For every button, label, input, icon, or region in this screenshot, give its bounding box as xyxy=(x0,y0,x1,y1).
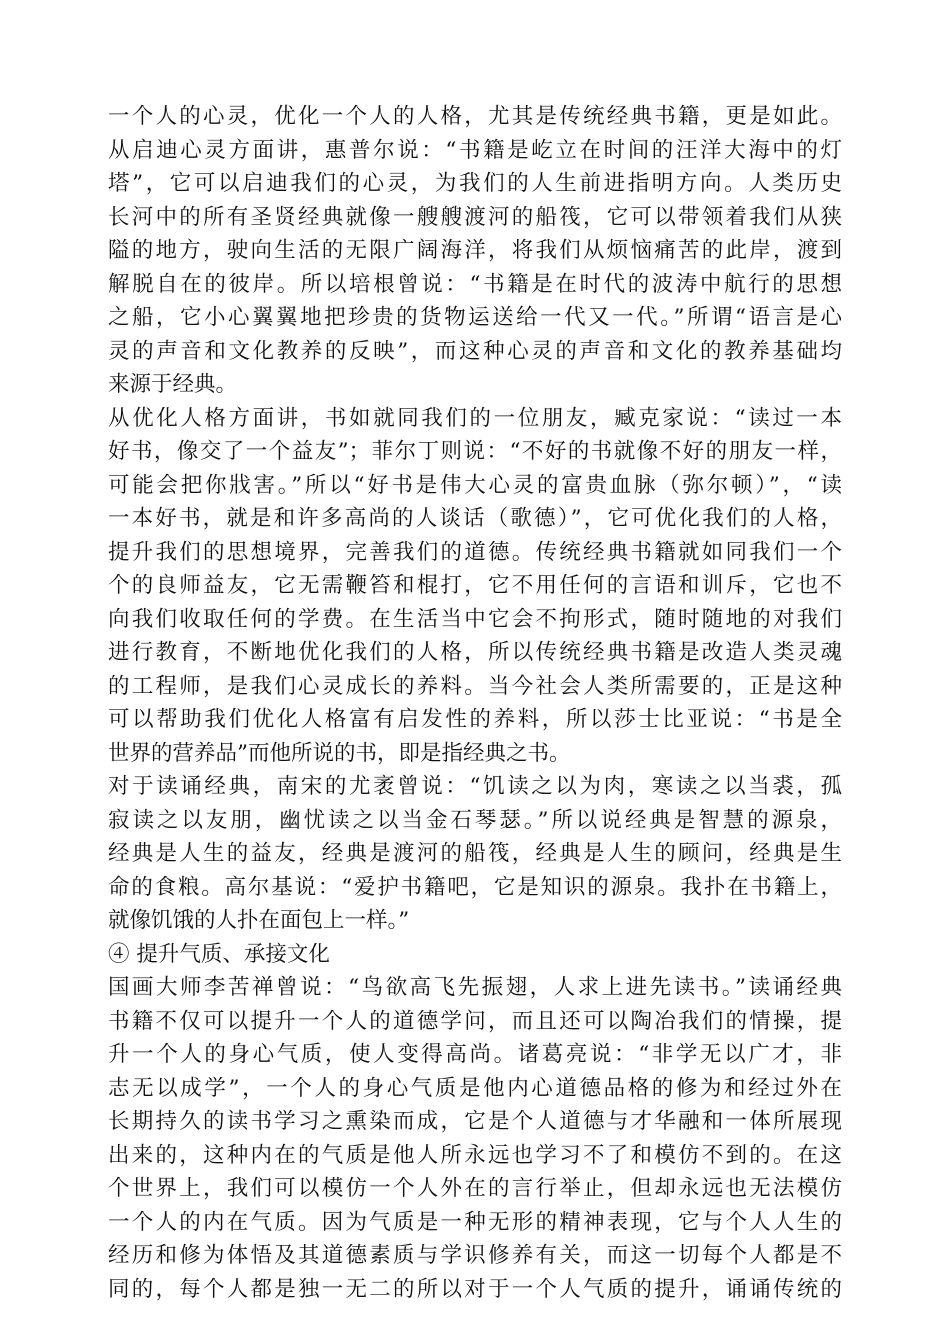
text-line: 寂读之以友朋，幽忧读之以当金石琴瑟。”所以说经典是智慧的源泉， xyxy=(108,807,842,833)
text-line: 解脱自在的彼岸。所以培根曾说：“书籍是在时代的波涛中航行的思想 xyxy=(108,271,842,297)
text-line: 志无以成学”，一个人的身心气质是他内心道德品格的修为和经过外在 xyxy=(108,1075,842,1101)
text-line: 可以帮助我们优化人格富有启发性的养料，所以莎士比亚说：“书是全 xyxy=(108,707,842,732)
text-line: 好书，像交了一个益友”；菲尔丁则说：“不好的书就像不好的朋友一样， xyxy=(108,439,842,464)
text-line: 经典是人生的益友，经典是渡河的船筏，经典是人生的顾问，经典是生 xyxy=(108,841,842,866)
text-line: 个的良师益友，它无需鞭笞和棍打，它不用任何的言语和训斥，它也不 xyxy=(108,573,842,598)
section-heading: ④ 提升气质、承接文化 xyxy=(108,941,330,967)
text-line: 灵的声音和文化教养的反映”，而这种心灵的声音和文化的教养基础均 xyxy=(108,338,842,364)
text-line: 之船，它小心翼翼地把珍贵的货物运送给一代又一代。”所谓“语言是心 xyxy=(108,305,842,330)
text-line: 从启迪心灵方面讲，惠普尔说：“书籍是屹立在时间的汪洋大海中的灯 xyxy=(108,137,842,163)
text-line: 长河中的所有圣贤经典就像一艘艘渡河的船筏，它可以带领着我们从狭 xyxy=(108,204,842,230)
text-line: 一个人的心灵，优化一个人的人格，尤其是传统经典书籍，更是如此。 xyxy=(108,104,842,129)
text-line: 同的，每个人都是独一无二的所以对于一个人气质的提升，诵诵传统的 xyxy=(108,1276,842,1302)
text-line: 国画大师李苦禅曾说：“鸟欲高飞先振翅，人求上进先读书。”读诵经典 xyxy=(108,975,842,1000)
text-line: 一个人的内在气质。因为气质是一种无形的精神表现，它与个人人生的 xyxy=(108,1209,842,1235)
text-line: 塔”，它可以启迪我们的心灵，为我们的人生前进指明方向。人类历史 xyxy=(108,171,842,196)
text-line: 个世界上，我们可以模仿一个人外在的言行举止，但却永远也无法模仿 xyxy=(108,1176,842,1201)
text-line: 可能会把你戕害。”所以“好书是伟大心灵的富贵血脉（弥尔顿）”，“读 xyxy=(108,472,842,498)
document-body xyxy=(108,100,842,1306)
text-line: 世界的营养品”而他所说的书，即是指经典之书。 xyxy=(108,740,571,766)
text-line: 长期持久的读书学习之熏染而成，它是个人道德与才华融和一体所展现 xyxy=(108,1109,842,1134)
text-line: 隘的地方，驶向生活的无限广阔海洋，将我们从烦恼痛苦的此岸，渡到 xyxy=(108,238,842,263)
text-line: 书籍不仅可以提升一个人的道德学问，而且还可以陶冶我们的情操，提 xyxy=(108,1008,842,1034)
text-line: 向我们收取任何的学费。在生活当中它会不拘形式，随时随地的对我们 xyxy=(108,606,842,632)
text-line: 命的食粮。高尔基说：“爱护书籍吧，它是知识的源泉。我扑在书籍上， xyxy=(108,874,842,900)
text-line: 经历和修为体悟及其道德素质与学识修养有关，而这一切每个人都是不 xyxy=(108,1243,842,1268)
text-line: 进行教育，不断地优化我们的人格，所以传统经典书籍是改造人类灵魂 xyxy=(108,640,842,665)
text-line: 对于读诵经典，南宋的尤袤曾说：“饥读之以为肉，寒读之以当裘，孤 xyxy=(108,774,842,799)
text-line: 就像饥饿的人扑在面包上一样。” xyxy=(108,908,410,933)
text-line: 从优化人格方面讲，书如就同我们的一位朋友，臧克家说：“读过一本 xyxy=(108,405,842,431)
text-line: 来源于经典。 xyxy=(108,372,238,397)
text-line: 提升我们的思想境界，完善我们的道德。传统经典书籍就如同我们一个 xyxy=(108,539,842,565)
text-line: 升一个人的身心气质，使人变得高尚。诸葛亮说：“非学无以广才，非 xyxy=(108,1042,842,1067)
text-line: 出来的，这种内在的气质是他人所永远也学习不了和模仿不到的。在这 xyxy=(108,1142,842,1168)
text-line: 一本好书，就是和许多高尚的人谈话（歌德）”，它可优化我们的人格， xyxy=(108,506,842,531)
text-line: 的工程师，是我们心灵成长的养料。当今社会人类所需要的，正是这种 xyxy=(108,673,842,699)
